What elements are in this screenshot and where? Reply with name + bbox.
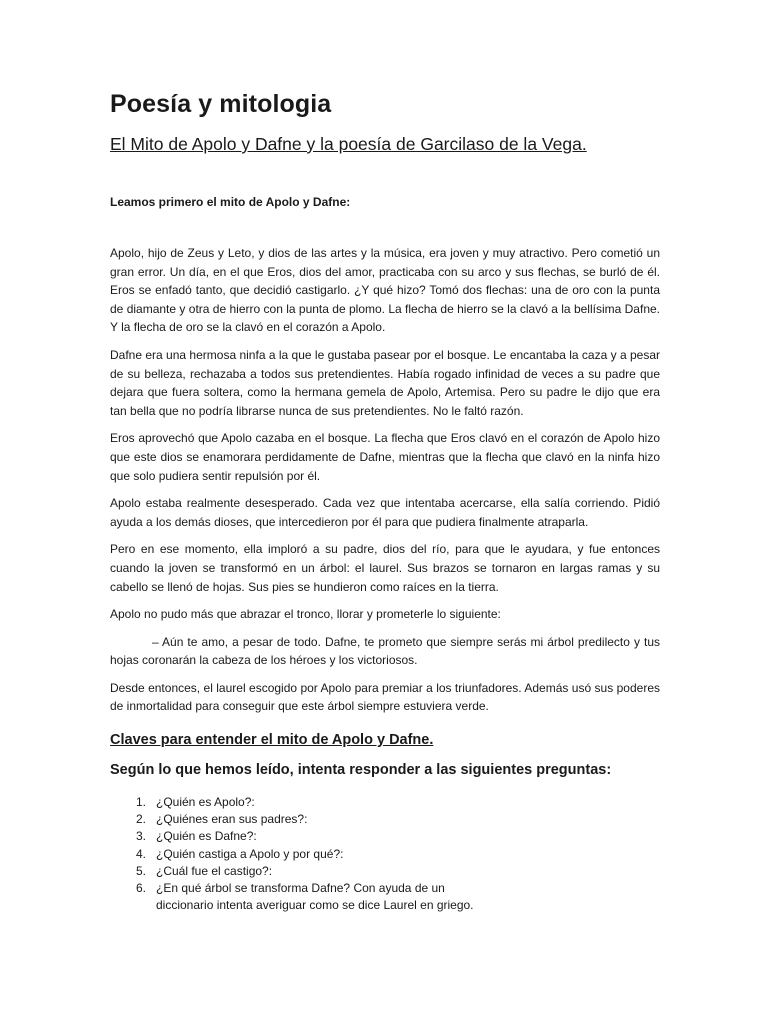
list-item: [110, 794, 660, 811]
paragraph: Apolo estaba realmente desesperado. Cada vez que intentaba acercarse, ella salía corriendo. Pidió ayuda a los demás dioses, que intercedieron por él para que pudiera finalmente atraparla.: [110, 496, 660, 529]
paragraph: Eros aprovechó que Apolo cazaba en el bosque. La flecha que Eros clavó en el corazón de Apolo hizo que este dios se enamorara perdidamente de Dafne, mientras que la flecha que clavó en la ninfa hizo que solo pudiera sentir repulsión por él.: [110, 431, 660, 483]
question-text: ¿Quién es Dafne?:: [156, 829, 257, 844]
document-page: [110, 86, 660, 914]
section-heading: Claves para entender el mito de Apolo y Dafne.: [110, 732, 434, 749]
paragraph: Pero en ese momento, ella imploró a su padre, dios del río, para que le ayudara, y fue entonces cuando la joven se transformó en un árbol: el laurel. Sus brazos se tornaron en largas ramas y su cabello se llenó de hojas. Sus pies se hundieron como raíces en la tierra.: [110, 542, 660, 594]
question-text: ¿Quién castiga a Apolo y por qué?:: [156, 846, 344, 861]
paragraph: Apolo, hijo de Zeus y Leto, y dios de las artes y la música, era joven y muy atractivo. Pero cometió un gran error. Un día, en el que Eros, dios del amor, practicaba con su arco y sus flechas, se burló de él. Eros se enfadó tanto, que decidió castigarlo. ¿Y qué hizo? Tomó dos flechas: una de oro con la punta de diamante y otra de hierro con la punta de plomo. La flecha de hierro se la clavó a la bellísima Dafne. Y la flecha de oro se la clavó en el corazón a Apolo.: [110, 246, 660, 335]
list-item: [110, 811, 660, 828]
page-subtitle: El Mito de Apolo y Dafne y la poesía de Garcilaso de la Vega.: [110, 134, 587, 154]
dialogue-quote: – Aún te amo, a pesar de todo. Dafne, te prometo que siempre serás mi árbol predilecto y tus hojas coronarán la cabeza de los héroes y los victoriosos.: [110, 634, 660, 668]
closing-paragraph: Desde entonces, el laurel escogido por Apolo para premiar a los triunfadores. Además usó sus poderes de inmortalidad para conseguir que este árbol siempre estuviera verde.: [110, 680, 660, 714]
question-text: ¿Cuál fue el castigo?:: [156, 863, 273, 878]
question-number: 4.: [136, 846, 147, 861]
questions-heading: Según lo que hemos leído, intenta responder a las siguientes preguntas:: [110, 762, 612, 779]
paragraph: Dafne era una hermosa ninfa a la que le gustaba pasear por el bosque. Le encantaba la caza y a pesar de su belleza, rechazaba a todos sus pretendientes. Había rogado infinidad de veces a su padre que dejara que fuera soltera, como la hermana gemela de Apolo, Artemisa. Pero su padre le dijo que era tan bella que no podría librarse nunca de sus pretendientes. No le faltó razón.: [110, 347, 660, 418]
question-number: 3.: [136, 829, 147, 844]
question-text: ¿En qué árbol se transforma Dafne? Con ayuda de un diccionario intenta averiguar como se dice Laurel en griego.: [156, 881, 474, 913]
lead-text: Leamos primero el mito de Apolo y Dafne:: [110, 195, 351, 209]
question-number: 5.: [136, 863, 147, 878]
page-title: Poesía y mitologia: [110, 90, 332, 118]
list-item: [110, 863, 660, 880]
question-number: 2.: [136, 812, 147, 827]
paragraph: Apolo no pudo más que abrazar el tronco, llorar y prometerle lo siguiente:: [110, 607, 501, 622]
question-number: 6.: [136, 881, 147, 896]
question-text: ¿Quién es Apolo?:: [156, 795, 255, 810]
list-item: [110, 880, 660, 914]
list-item: [110, 828, 660, 845]
question-text: ¿Quiénes eran sus padres?:: [156, 812, 308, 827]
question-number: 1.: [136, 795, 147, 810]
list-item: [110, 846, 660, 863]
questions-list: [110, 794, 660, 914]
